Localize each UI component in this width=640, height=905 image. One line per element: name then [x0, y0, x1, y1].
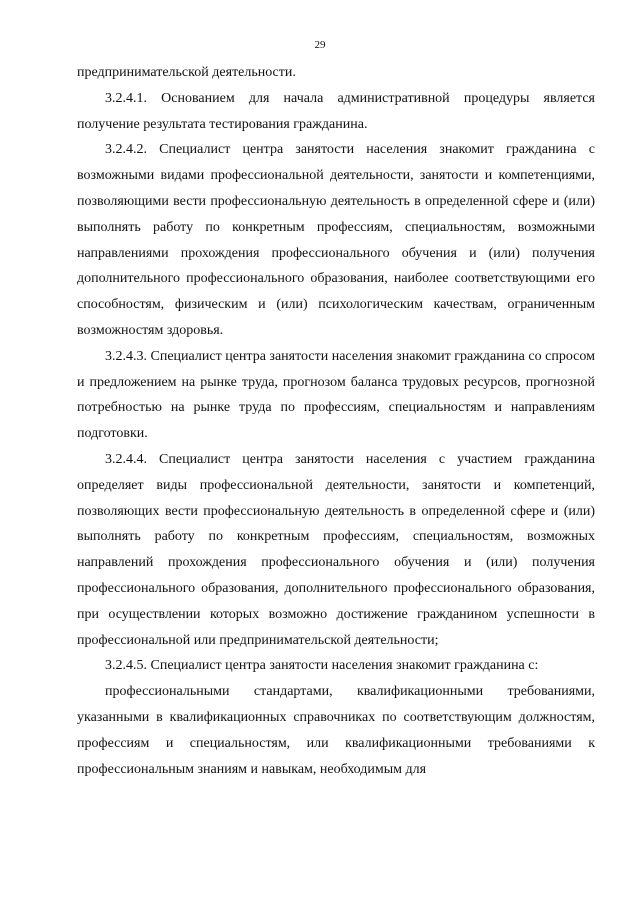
paragraph-3-2-4-2: 3.2.4.2. Специалист центра занятости населения знакомит гражданина с возможными видами профессиональной деятельности, занятости и компетенциями, позволяющими вести профессиональную деятельность в определенной сфере и (или) выполнять работу по конкретным профессиям, специальностям, возможными направлениями прохождения профессионального обучения и (или) получения дополнительного профессионального образования, наиболее соответствующими его способностям, физическим и (или) психологическим качествам, ограниченным возможностям здоровья.: [77, 142, 595, 338]
page-number: 29: [314, 39, 326, 51]
paragraph-3-2-4-3: 3.2.4.3. Специалист центра занятости населения знакомит гражданина со спросом и предложением на рынке труда, прогнозом баланса трудовых ресурсов, прогнозной потребностью на рынке труда по профессиям, специальностям и направлениям подготовки.: [77, 348, 595, 442]
paragraph-continuation: предпринимательской деятельности.: [77, 65, 296, 80]
paragraph-3-2-4-4: 3.2.4.4. Специалист центра занятости населения с участием гражданина определяет виды профессиональной деятельности, занятости и компетенций, позволяющих вести профессиональную деятельность в определенной сфере и (или) выполнять работу по конкретным профессиям, специальностям, возможных направлений прохождения профессионального обучения и (или) получения профессионального образования, дополнительного профессионального образования, при осуществлении которых возможно достижение гражданином успешности в профессиональной или предпринимательской деятельности;: [77, 451, 595, 648]
paragraph-3-2-4-1: 3.2.4.1. Основанием для начала административной процедуры является получение результата тестирования гражданина.: [77, 90, 595, 132]
paragraph-3-2-4-5: 3.2.4.5. Специалист центра занятости населения знакомит гражданина с:: [105, 658, 539, 674]
paragraph-standards: профессиональными стандартами, квалификационными требованиями, указанными в квалификационных справочниках по соответствующим должностям, профессиям и специальностям, или квалификационными требованиями к профессиональным знаниям и навыкам, необходимым для: [77, 684, 595, 777]
document-body: [77, 60, 595, 782]
